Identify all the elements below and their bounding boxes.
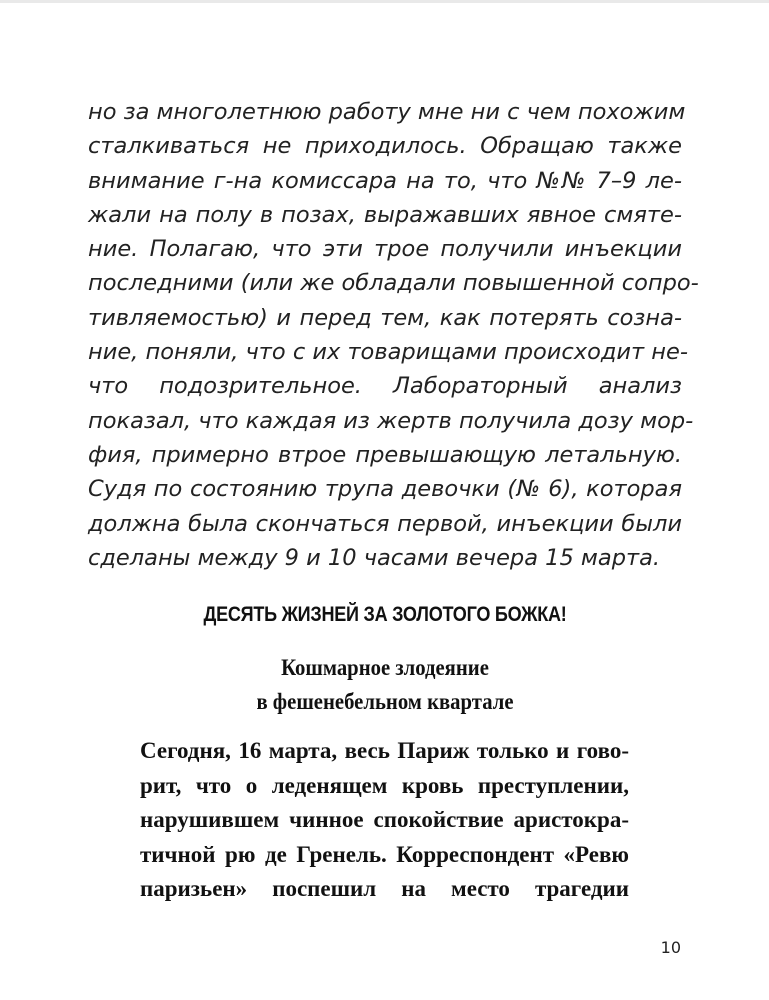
- report-line: внимание г-на комиссара на то, что №№ 7–9 ле-: [88, 167, 682, 194]
- body-line: тичной рю де Гренель. Корреспондент «Ревю: [140, 841, 629, 867]
- report-line: сталкиваться не приходилось. Обращаю также: [88, 133, 682, 160]
- report-line: тивляемостью) и перед тем, как потерять созна-: [88, 304, 682, 331]
- body-line: Сегодня, 16 марта, весь Париж только и гово-: [140, 738, 629, 763]
- subheadline-line: Кошмарное злодеяние: [281, 655, 489, 680]
- report-line: показал, что каждая из жертв получила дозу мор-: [88, 407, 694, 434]
- report-line: но за многолетнюю работу мне ни с чем похожим: [88, 99, 686, 125]
- report-line: фия, примерно втрое превышающую летальную.: [88, 441, 682, 468]
- report-line: ние, поняли, что с их товарищами происходит не-: [88, 339, 688, 366]
- report-continuation-paragraph: [88, 95, 699, 575]
- body-line: нарушившем чинное спокойствие аристокра-: [140, 807, 629, 832]
- body-line: рит, что о леденящем кровь преступлении,: [140, 772, 629, 798]
- newspaper-headline: ДЕСЯТЬ ЖИЗНЕЙ ЗА ЗОЛОТОГО БОЖКА!: [203, 603, 567, 626]
- page-number: 10: [660, 938, 681, 957]
- report-line: сделаны между 9 и 10 часами вечера 15 марта.: [88, 544, 661, 571]
- report-line: что подозрительное. Лабораторный анализ: [88, 373, 682, 400]
- top-divider: [0, 0, 769, 3]
- report-line: жали на полу в позах, выражавших явное смяте-: [88, 201, 682, 228]
- report-line: последними (или же обладали повышенной сопро-: [88, 270, 699, 297]
- body-line: паризьен» поспешил на место трагедии: [140, 876, 629, 901]
- report-line: Судя по состоянию трупа девочки (№ 6), которая: [88, 476, 682, 503]
- newspaper-body-paragraph: [140, 734, 629, 907]
- subheadline-line: в фешенебельном квартале: [256, 689, 514, 714]
- newspaper-subheadline: [118, 651, 653, 719]
- report-line: ние. Полагаю, что эти трое получили инъекции: [88, 236, 682, 263]
- report-line: должна была скончаться первой, инъекции были: [88, 510, 682, 537]
